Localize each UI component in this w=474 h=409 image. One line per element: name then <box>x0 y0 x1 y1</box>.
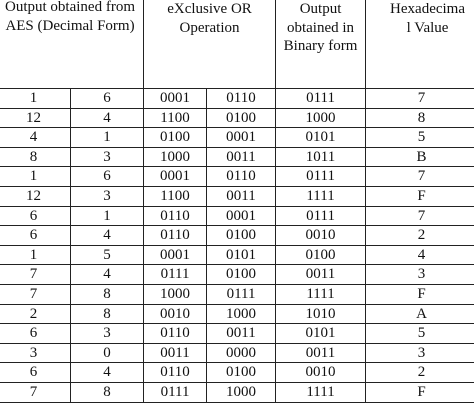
xor-binary-1-cell: 0011 <box>144 343 207 363</box>
xor-binary-1-cell: 1000 <box>144 147 207 167</box>
xor-binary-2-cell: 0100 <box>207 226 276 246</box>
hex-value-cell: 5 <box>366 324 474 344</box>
xor-binary-2-cell: 0011 <box>207 324 276 344</box>
aes-decimal-2-cell: 3 <box>71 324 144 344</box>
binary-output-cell: 1111 <box>276 382 366 402</box>
xor-binary-2-cell: 0011 <box>207 147 276 167</box>
aes-decimal-2-cell: 1 <box>71 206 144 226</box>
aes-decimal-1-cell: 1 <box>0 167 71 187</box>
binary-output-cell: 1111 <box>276 284 366 304</box>
xor-binary-1-cell: 0111 <box>144 382 207 402</box>
aes-decimal-1-cell: 4 <box>0 128 71 148</box>
table-row <box>0 363 474 383</box>
xor-binary-1-cell: 0110 <box>144 363 207 383</box>
hex-value-cell: 3 <box>366 343 474 363</box>
xor-binary-1-cell: 0010 <box>144 304 207 324</box>
xor-binary-2-cell: 0011 <box>207 186 276 206</box>
hex-value-cell: 8 <box>366 108 474 128</box>
header-hex-value <box>366 0 474 89</box>
table-row <box>0 167 474 187</box>
binary-output-cell: 1000 <box>276 108 366 128</box>
aes-decimal-1-cell: 6 <box>0 226 71 246</box>
aes-decimal-2-cell: 8 <box>71 284 144 304</box>
table-row <box>0 226 474 246</box>
hex-value-cell: 3 <box>366 265 474 285</box>
hex-value-cell: 5 <box>366 128 474 148</box>
xor-binary-1-cell: 1100 <box>144 108 207 128</box>
xor-binary-2-cell: 0001 <box>207 128 276 148</box>
header-aes-output <box>0 0 144 89</box>
xor-binary-2-cell: 0100 <box>207 363 276 383</box>
table-row <box>0 89 474 109</box>
table-row <box>0 186 474 206</box>
table-body <box>0 89 474 403</box>
aes-decimal-1-cell: 2 <box>0 304 71 324</box>
xor-binary-2-cell: 1000 <box>207 304 276 324</box>
aes-decimal-2-cell: 0 <box>71 343 144 363</box>
aes-decimal-1-cell: 7 <box>0 265 71 285</box>
aes-decimal-1-cell: 1 <box>0 89 71 109</box>
hex-value-cell: F <box>366 284 474 304</box>
binary-output-cell: 1010 <box>276 304 366 324</box>
xor-binary-1-cell: 0100 <box>144 128 207 148</box>
hex-value-cell: F <box>366 382 474 402</box>
header-hex-value-label: Hexadecimal Value <box>390 1 466 36</box>
aes-decimal-2-cell: 8 <box>71 382 144 402</box>
binary-output-cell: 0111 <box>276 206 366 226</box>
hex-value-cell: 7 <box>366 89 474 109</box>
table-row <box>0 284 474 304</box>
xor-binary-2-cell: 0100 <box>207 108 276 128</box>
aes-decimal-2-cell: 6 <box>71 89 144 109</box>
binary-output-cell: 0101 <box>276 128 366 148</box>
aes-decimal-1-cell: 1 <box>0 245 71 265</box>
header-binary-output-label: Output obtained in Binary form <box>283 1 358 54</box>
table-row <box>0 343 474 363</box>
xor-binary-1-cell: 0110 <box>144 226 207 246</box>
aes-decimal-2-cell: 1 <box>71 128 144 148</box>
header-xor-operation-label: eXclusive OR Operation <box>167 1 252 36</box>
hex-value-cell: F <box>366 186 474 206</box>
xor-binary-2-cell: 0101 <box>207 245 276 265</box>
xor-binary-2-cell: 0100 <box>207 265 276 285</box>
hex-value-cell: 2 <box>366 363 474 383</box>
table-row <box>0 128 474 148</box>
hex-value-cell: B <box>366 147 474 167</box>
hex-value-cell: 7 <box>366 206 474 226</box>
binary-output-cell: 0010 <box>276 226 366 246</box>
aes-decimal-1-cell: 6 <box>0 324 71 344</box>
binary-output-cell: 0011 <box>276 265 366 285</box>
aes-decimal-1-cell: 6 <box>0 206 71 226</box>
binary-output-cell: 0011 <box>276 343 366 363</box>
xor-binary-2-cell: 1000 <box>207 382 276 402</box>
xor-binary-2-cell: 0110 <box>207 89 276 109</box>
aes-decimal-1-cell: 12 <box>0 108 71 128</box>
hex-value-cell: A <box>366 304 474 324</box>
aes-decimal-2-cell: 3 <box>71 147 144 167</box>
xor-binary-1-cell: 0001 <box>144 167 207 187</box>
header-aes-output-label: Output obtained from AES (Decimal Form) <box>5 0 135 34</box>
aes-decimal-2-cell: 4 <box>71 226 144 246</box>
binary-output-cell: 1011 <box>276 147 366 167</box>
table-row <box>0 304 474 324</box>
xor-binary-1-cell: 0001 <box>144 89 207 109</box>
xor-binary-1-cell: 1000 <box>144 284 207 304</box>
aes-decimal-2-cell: 4 <box>71 108 144 128</box>
table-row <box>0 265 474 285</box>
xor-binary-1-cell: 0110 <box>144 324 207 344</box>
aes-decimal-1-cell: 8 <box>0 147 71 167</box>
table-row <box>0 206 474 226</box>
xor-binary-2-cell: 0111 <box>207 284 276 304</box>
xor-binary-2-cell: 0110 <box>207 167 276 187</box>
aes-decimal-1-cell: 3 <box>0 343 71 363</box>
binary-output-cell: 0100 <box>276 245 366 265</box>
aes-decimal-1-cell: 12 <box>0 186 71 206</box>
aes-decimal-1-cell: 7 <box>0 284 71 304</box>
hex-value-cell: 4 <box>366 245 474 265</box>
aes-decimal-2-cell: 5 <box>71 245 144 265</box>
binary-output-cell: 0111 <box>276 89 366 109</box>
hex-value-cell: 2 <box>366 226 474 246</box>
xor-binary-2-cell: 0001 <box>207 206 276 226</box>
table-row <box>0 245 474 265</box>
aes-decimal-2-cell: 3 <box>71 186 144 206</box>
table-row <box>0 324 474 344</box>
xor-binary-1-cell: 0001 <box>144 245 207 265</box>
table-row <box>0 382 474 402</box>
binary-output-cell: 1111 <box>276 186 366 206</box>
xor-binary-1-cell: 1100 <box>144 186 207 206</box>
table-row <box>0 108 474 128</box>
binary-output-cell: 0101 <box>276 324 366 344</box>
header-row <box>0 0 474 89</box>
binary-output-cell: 0010 <box>276 363 366 383</box>
aes-decimal-2-cell: 8 <box>71 304 144 324</box>
header-binary-output <box>276 0 366 89</box>
binary-output-cell: 0111 <box>276 167 366 187</box>
aes-decimal-1-cell: 7 <box>0 382 71 402</box>
header-xor-operation <box>144 0 276 89</box>
aes-decimal-2-cell: 4 <box>71 265 144 285</box>
xor-binary-1-cell: 0111 <box>144 265 207 285</box>
xor-binary-2-cell: 0000 <box>207 343 276 363</box>
hex-value-cell: 7 <box>366 167 474 187</box>
aes-decimal-2-cell: 4 <box>71 363 144 383</box>
aes-decimal-1-cell: 6 <box>0 363 71 383</box>
xor-binary-1-cell: 0110 <box>144 206 207 226</box>
aes-decimal-2-cell: 6 <box>71 167 144 187</box>
table-row <box>0 147 474 167</box>
